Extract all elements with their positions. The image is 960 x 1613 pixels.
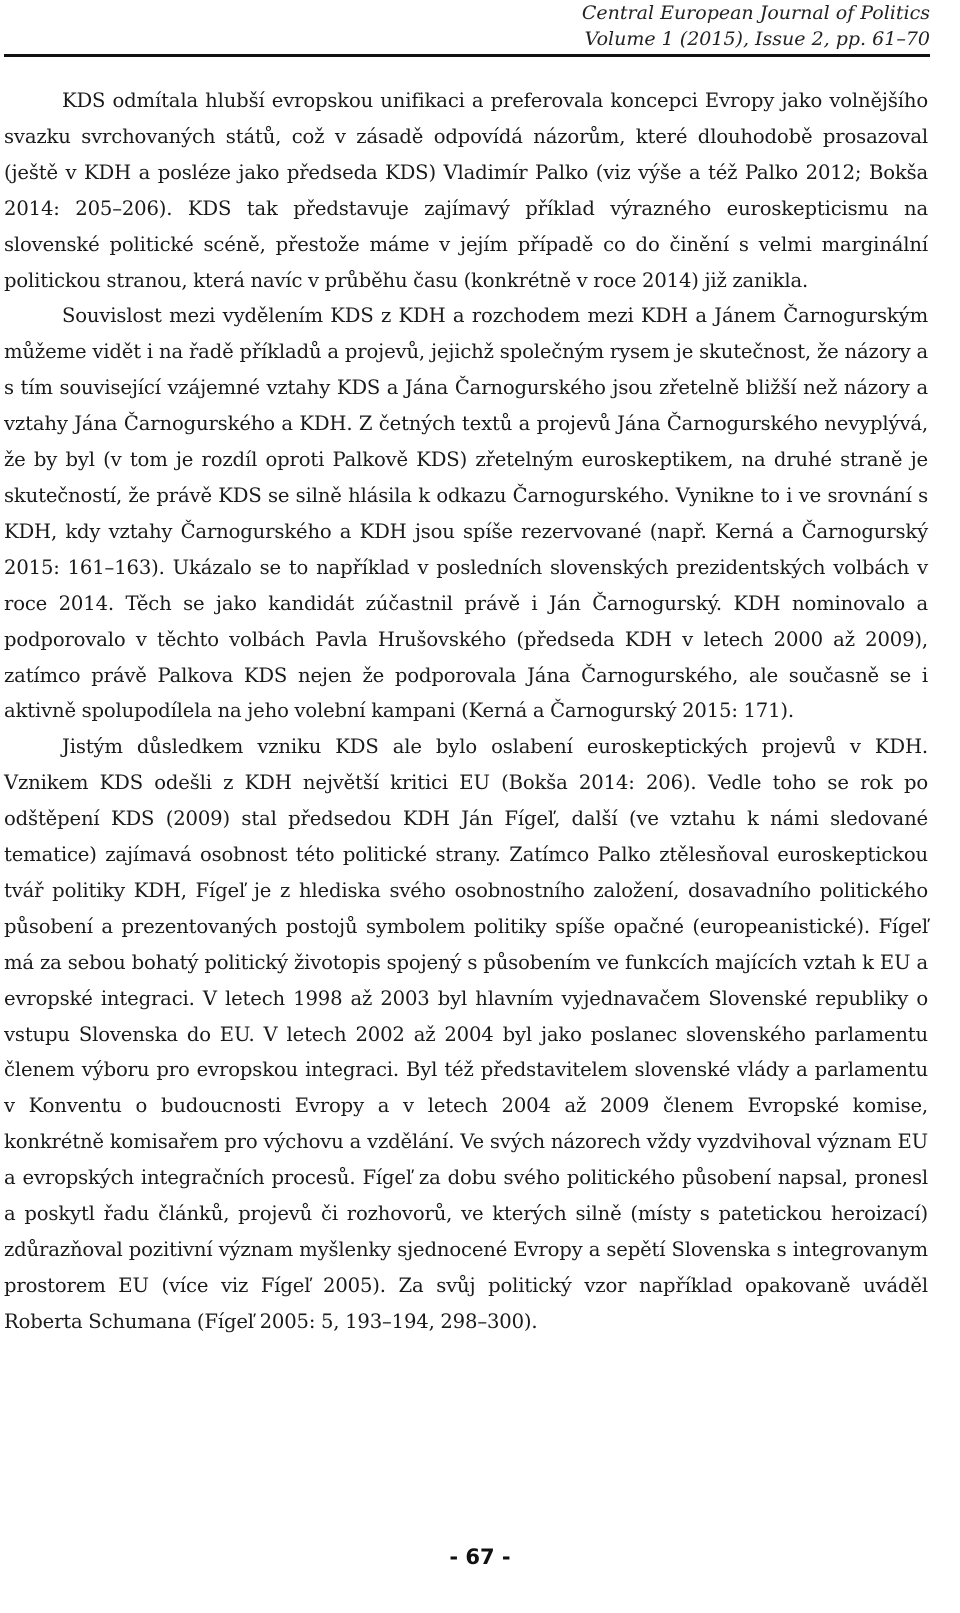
running-header bbox=[330, 0, 930, 52]
paragraph-2: Souvislost mezi vydělením KDS z KDH a rozchodem mezi KDH a Jánem Čarnogurským můžeme vidět i na řadě příkladů a projevů, jejichž společným rysem je skutečnost, že názory a s tím související vzájemné vztahy KDS a Jána Čarnogurského jsou zřetelně bližší než názory a vztahy Jána Čarnogurského a KDH. Z četných textů a projevů Jána Čarnogurského nevyplývá, že by byl (v tom je rozdíl oproti Palkově KDS) zřetelným euroskeptikem, na druhé straně je skutečností, že právě KDS se silně hlásila k odkazu Čarnogurského. Vynikne to i ve srovnání s KDH, kdy vztahy Čarnogurského a KDH jsou spíše rezervované (např. Kerná a Čarnogurský 2015: 161–163). Ukázalo se to například v posledních slovenských prezidentských volbách v roce 2014. Těch se jako kandidát zúčastnil právě i Ján Čarnogurský. KDH nominovalo a podporovalo v těchto volbách Pavla Hrušovského (předseda KDH v letech 2000 až 2009), zatímco právě Palkova KDS nejen že podporovala Jána Čarnogurského, ale současně se i aktivně spolupodílela na jeho volební kampani (Kerná a Čarnogurský 2015: 171). bbox=[4, 304, 928, 723]
volume-info: Volume 1 (2015), Issue 2, pp. 61–70 bbox=[584, 28, 930, 50]
article-body bbox=[4, 83, 928, 1340]
paragraph-3: Jistým důsledkem vzniku KDS ale bylo oslabení euroskeptických projevů v KDH. Vznikem KDS odešli z KDH největší kritici EU (Bokša 2014: 206). Vedle toho se rok po odštěpení KDS (2009) stal předsedou KDH Ján Fígeľ, další (ve vztahu k námi sledované tematice) zajímavá osobnost této politické strany. Zatímco Palko ztělesňoval euroskeptickou tvář politiky KDH, Fígeľ je z hlediska svého osobnostního založení, dosavadního politického působení a prezentovaných postojů symbolem politiky spíše opačné (europeanistické). Fígeľ má za sebou bohatý politický životopis spojený s působením ve funkcích majících vztah k EU a evropské integraci. V letech 1998 až 2003 byl hlavním vyjednavačem Slovenské republiky o vstupu Slovenska do EU. V letech 2002 až 2004 byl jako poslanec slovenského parlamentu členem výboru pro evropskou integraci. Byl též představitelem slovenské vlády a parlamentu v Konventu o budoucnosti Evropy a v letech 2004 až 2009 členem Evropské komise, konkrétně komisařem pro výchovu a vzdělání. Ve svých názorech vždy vyzdvihoval význam EU a evropských integračních procesů. Fígeľ za dobu svého politického působení napsal, pronesl a poskytl řadu článků, projevů či rozhovorů, ve kterých silně (místy s patetickou heroizací) zdůrazňoval pozitivní význam myšlenky sjednocené Evropy a sepětí Slovenska s integrovanym prostorem EU (více viz Fígeľ 2005). Za svůj politický vzor například opakovaně uváděl Roberta Schumana (Fígeľ 2005: 5, 193–194, 298–300). bbox=[4, 735, 928, 1333]
paragraph-1: KDS odmítala hlubší evropskou unifikaci a preferovala koncepci Evropy jako volnějšího svazku svrchovaných států, což v zásadě odpovídá názorům, které dlouhodobě prosazoval (ještě v KDH a posléze jako předseda KDS) Vladimír Palko (viz výše a též Palko 2012; Bokša 2014: 205–206). KDS tak představuje zajímavý příklad výrazného euroskepticismu na slovenské politické scéně, přestože máme v jejím případě co do činění s velmi marginální politickou stranou, která navíc v průběhu času (konkrétně v roce 2014) již zanikla. bbox=[4, 89, 928, 292]
page-number: - 67 - bbox=[449, 1545, 511, 1569]
journal-title: Central European Journal of Politics bbox=[581, 2, 930, 24]
header-divider bbox=[4, 54, 930, 57]
